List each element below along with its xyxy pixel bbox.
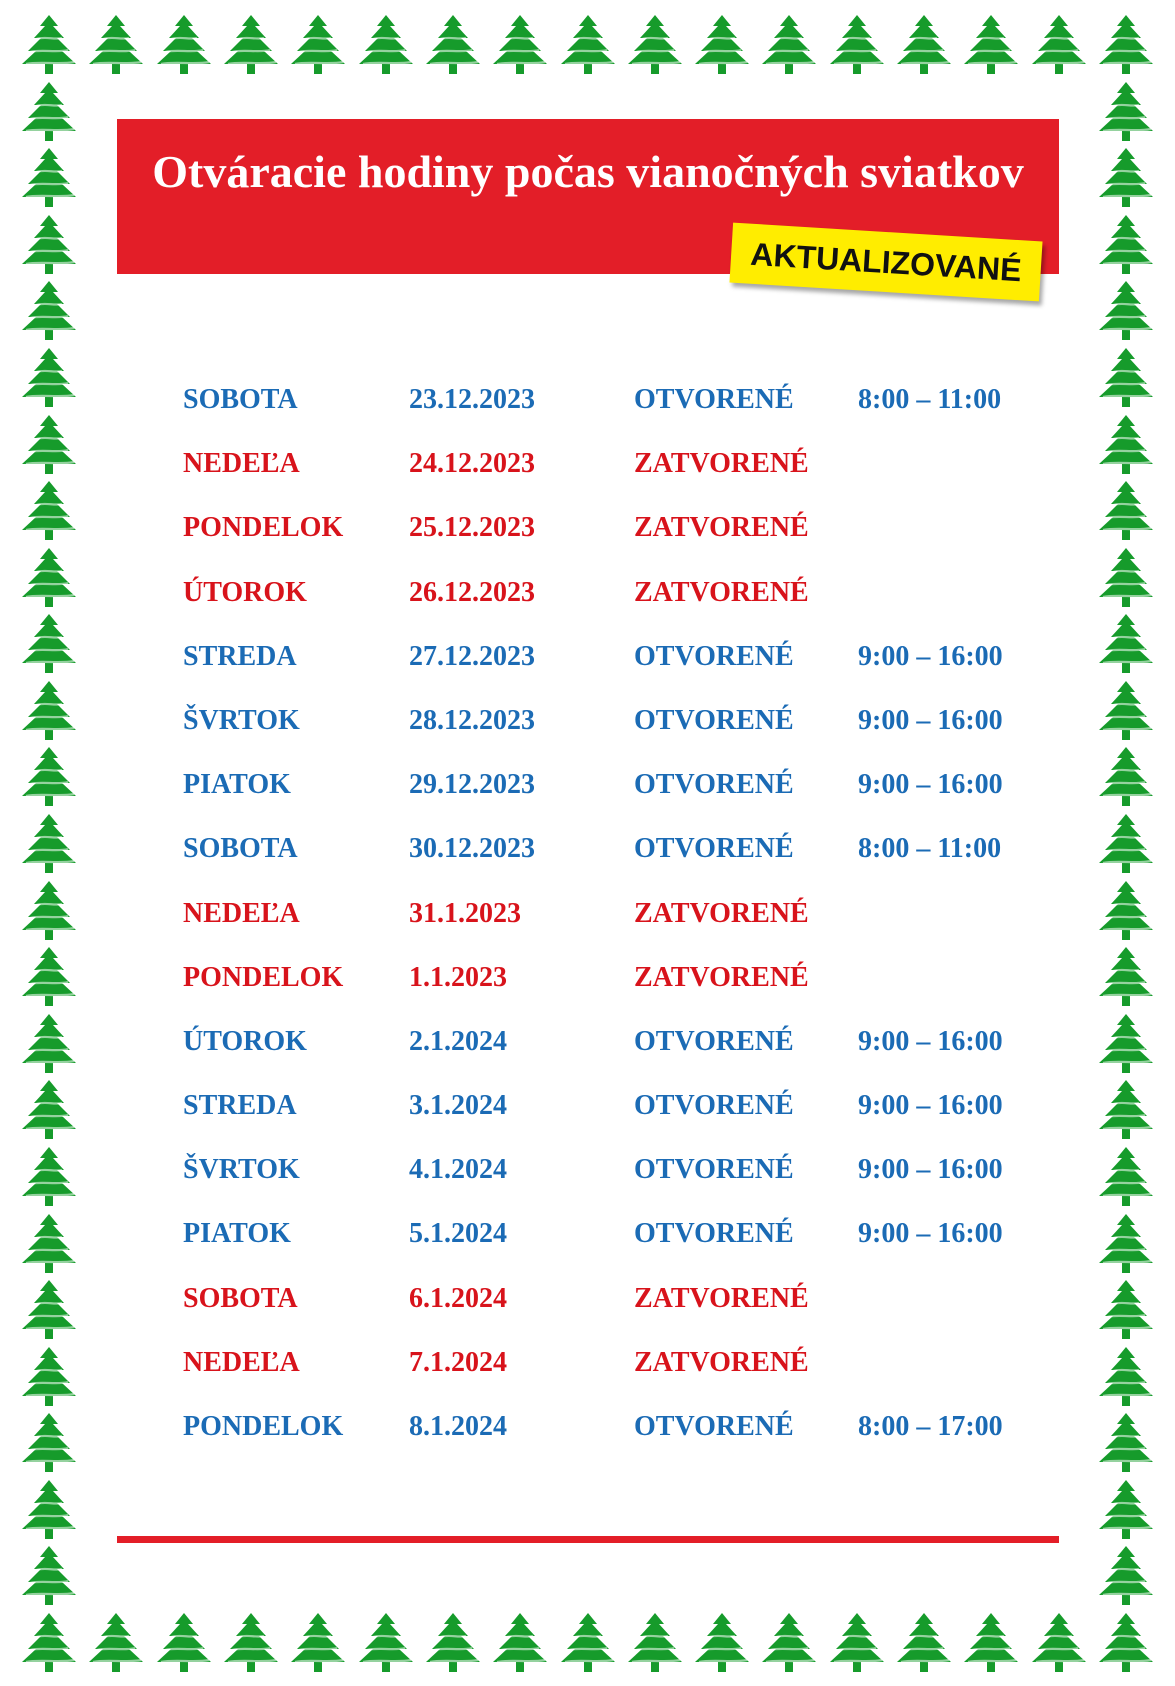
hours-label: 9:00 – 16:00 — [858, 1218, 1003, 1250]
christmas-tree-icon — [828, 1612, 886, 1674]
christmas-tree-icon — [1097, 1412, 1155, 1474]
christmas-tree-icon — [559, 14, 617, 76]
christmas-tree-icon — [20, 1013, 78, 1075]
hours-label: 9:00 – 16:00 — [858, 1025, 1003, 1057]
date-label: 5.1.2024 — [409, 1218, 507, 1250]
day-label: ÚTOROK — [183, 1025, 307, 1057]
day-label: ŠVRTOK — [183, 704, 300, 736]
schedule-row — [183, 1333, 1063, 1397]
christmas-tree-icon — [20, 680, 78, 742]
schedule-row — [183, 691, 1063, 755]
schedule-row — [183, 1140, 1063, 1204]
status-label: OTVORENÉ — [634, 384, 794, 415]
day-label: PONDELOK — [183, 512, 344, 544]
christmas-tree-icon — [1097, 946, 1155, 1008]
christmas-tree-icon — [895, 1612, 953, 1674]
christmas-tree-icon — [1097, 214, 1155, 276]
christmas-tree-icon — [20, 813, 78, 875]
christmas-tree-icon — [693, 1612, 751, 1674]
christmas-tree-icon — [424, 1612, 482, 1674]
christmas-tree-icon — [828, 14, 886, 76]
schedule-row — [183, 370, 1063, 434]
hours-label: 9:00 – 16:00 — [858, 1154, 1003, 1186]
schedule-row — [183, 755, 1063, 819]
christmas-tree-icon — [1097, 14, 1155, 76]
christmas-tree-icon — [491, 1612, 549, 1674]
bottom-divider — [117, 1536, 1059, 1543]
christmas-tree-icon — [289, 1612, 347, 1674]
schedule-row — [183, 1076, 1063, 1140]
hours-label: 8:00 – 11:00 — [858, 833, 1002, 865]
schedule-row — [183, 434, 1063, 498]
christmas-tree-icon — [760, 14, 818, 76]
day-label: STREDA — [183, 640, 297, 672]
day-label: PONDELOK — [183, 961, 344, 993]
day-label: SOBOTA — [183, 833, 298, 865]
schedule-row — [183, 1012, 1063, 1076]
christmas-tree-icon — [20, 480, 78, 542]
date-label: 23.12.2023 — [409, 384, 535, 415]
christmas-tree-icon — [155, 14, 213, 76]
christmas-tree-icon — [424, 14, 482, 76]
status-label: ZATVORENÉ — [634, 1282, 809, 1314]
hours-label: 9:00 – 16:00 — [858, 704, 1003, 736]
christmas-tree-icon — [87, 14, 145, 76]
christmas-tree-icon — [20, 1079, 78, 1141]
christmas-tree-icon — [1097, 1213, 1155, 1275]
christmas-tree-icon — [626, 14, 684, 76]
christmas-tree-icon — [20, 1612, 78, 1674]
christmas-tree-icon — [20, 1279, 78, 1341]
christmas-tree-icon — [962, 1612, 1020, 1674]
schedule-row — [183, 1269, 1063, 1333]
status-label: OTVORENÉ — [634, 769, 794, 801]
christmas-tree-icon — [20, 946, 78, 1008]
status-label: OTVORENÉ — [634, 1025, 794, 1057]
schedule-row — [183, 948, 1063, 1012]
status-label: OTVORENÉ — [634, 640, 794, 672]
page-title: Otváracie hodiny počas vianočných sviatkov — [152, 146, 1024, 197]
christmas-tree-icon — [20, 1412, 78, 1474]
day-label: ÚTOROK — [183, 576, 307, 608]
christmas-tree-icon — [491, 14, 549, 76]
christmas-tree-icon — [20, 1479, 78, 1541]
christmas-tree-icon — [20, 1146, 78, 1208]
christmas-tree-icon — [1097, 414, 1155, 476]
date-label: 1.1.2023 — [409, 961, 507, 993]
hours-label: 8:00 – 17:00 — [858, 1411, 1003, 1442]
date-label: 8.1.2024 — [409, 1411, 507, 1442]
day-label: SOBOTA — [183, 1282, 298, 1314]
christmas-tree-icon — [1097, 1279, 1155, 1341]
christmas-tree-icon — [1097, 1146, 1155, 1208]
status-label: ZATVORENÉ — [634, 897, 809, 929]
status-label: OTVORENÉ — [634, 1218, 794, 1250]
christmas-tree-icon — [357, 1612, 415, 1674]
date-label: 6.1.2024 — [409, 1282, 507, 1314]
christmas-tree-icon — [1097, 547, 1155, 609]
christmas-tree-icon — [289, 14, 347, 76]
christmas-tree-icon — [20, 1213, 78, 1275]
status-label: OTVORENÉ — [634, 833, 794, 865]
christmas-tree-icon — [222, 14, 280, 76]
date-label: 27.12.2023 — [409, 640, 535, 672]
hours-label: 9:00 – 16:00 — [858, 1090, 1003, 1122]
day-label: SOBOTA — [183, 384, 298, 415]
status-label: OTVORENÉ — [634, 1154, 794, 1186]
christmas-tree-icon — [1097, 1479, 1155, 1541]
christmas-tree-icon — [1097, 1545, 1155, 1607]
christmas-tree-icon — [1097, 81, 1155, 143]
christmas-tree-icon — [1097, 880, 1155, 942]
date-label: 25.12.2023 — [409, 512, 535, 544]
christmas-tree-icon — [962, 14, 1020, 76]
schedule-row — [183, 498, 1063, 562]
schedule-row — [183, 563, 1063, 627]
christmas-tree-icon — [1097, 1346, 1155, 1408]
day-label: NEDEĽA — [183, 897, 300, 929]
christmas-tree-icon — [20, 613, 78, 675]
day-label: NEDEĽA — [183, 1346, 300, 1378]
christmas-tree-icon — [1097, 280, 1155, 342]
christmas-tree-icon — [1097, 813, 1155, 875]
date-label: 4.1.2024 — [409, 1154, 507, 1186]
day-label: PIATOK — [183, 1218, 291, 1250]
date-label: 26.12.2023 — [409, 576, 535, 608]
day-label: ŠVRTOK — [183, 1154, 300, 1186]
christmas-tree-icon — [20, 746, 78, 808]
christmas-tree-icon — [1097, 480, 1155, 542]
day-label: STREDA — [183, 1090, 297, 1122]
christmas-tree-icon — [20, 14, 78, 76]
christmas-tree-icon — [20, 347, 78, 409]
christmas-tree-icon — [1097, 1612, 1155, 1674]
date-label: 3.1.2024 — [409, 1090, 507, 1122]
christmas-tree-icon — [20, 81, 78, 143]
christmas-tree-icon — [1097, 746, 1155, 808]
christmas-tree-icon — [20, 147, 78, 209]
status-label: ZATVORENÉ — [634, 961, 809, 993]
christmas-tree-icon — [20, 214, 78, 276]
day-label: PIATOK — [183, 769, 291, 801]
schedule-row — [183, 1397, 1063, 1461]
christmas-tree-icon — [155, 1612, 213, 1674]
date-label: 24.12.2023 — [409, 448, 535, 480]
christmas-tree-icon — [1097, 147, 1155, 209]
day-label: NEDEĽA — [183, 448, 300, 480]
schedule-row — [183, 884, 1063, 948]
christmas-tree-icon — [1097, 613, 1155, 675]
schedule-row — [183, 819, 1063, 883]
christmas-tree-icon — [87, 1612, 145, 1674]
date-label: 28.12.2023 — [409, 704, 535, 736]
hours-label: 9:00 – 16:00 — [858, 769, 1003, 801]
christmas-tree-icon — [1097, 1079, 1155, 1141]
date-label: 31.1.2023 — [409, 897, 521, 929]
status-label: ZATVORENÉ — [634, 512, 809, 544]
christmas-tree-icon — [1030, 14, 1088, 76]
status-label: OTVORENÉ — [634, 1411, 794, 1442]
status-label: OTVORENÉ — [634, 704, 794, 736]
status-label: ZATVORENÉ — [634, 1346, 809, 1378]
status-label: ZATVORENÉ — [634, 448, 809, 480]
christmas-tree-icon — [559, 1612, 617, 1674]
date-label: 30.12.2023 — [409, 833, 535, 865]
christmas-tree-icon — [1030, 1612, 1088, 1674]
christmas-tree-icon — [1097, 680, 1155, 742]
christmas-tree-icon — [357, 14, 415, 76]
christmas-tree-icon — [20, 547, 78, 609]
updated-badge: AKTUALIZOVANÉ — [729, 223, 1042, 302]
opening-hours-schedule — [183, 370, 1063, 1461]
status-label: ZATVORENÉ — [634, 576, 809, 608]
christmas-tree-icon — [20, 880, 78, 942]
status-label: OTVORENÉ — [634, 1090, 794, 1122]
christmas-tree-icon — [20, 280, 78, 342]
day-label: PONDELOK — [183, 1411, 344, 1442]
christmas-tree-icon — [20, 414, 78, 476]
christmas-tree-icon — [693, 14, 751, 76]
christmas-tree-icon — [1097, 1013, 1155, 1075]
christmas-tree-icon — [20, 1545, 78, 1607]
schedule-row — [183, 1204, 1063, 1268]
christmas-tree-icon — [626, 1612, 684, 1674]
christmas-tree-icon — [20, 1346, 78, 1408]
date-label: 29.12.2023 — [409, 769, 535, 801]
schedule-row — [183, 627, 1063, 691]
christmas-tree-icon — [1097, 347, 1155, 409]
christmas-tree-icon — [222, 1612, 280, 1674]
hours-label: 8:00 – 11:00 — [858, 384, 1002, 415]
date-label: 2.1.2024 — [409, 1025, 507, 1057]
christmas-tree-icon — [760, 1612, 818, 1674]
date-label: 7.1.2024 — [409, 1346, 507, 1378]
hours-label: 9:00 – 16:00 — [858, 640, 1003, 672]
christmas-tree-icon — [895, 14, 953, 76]
